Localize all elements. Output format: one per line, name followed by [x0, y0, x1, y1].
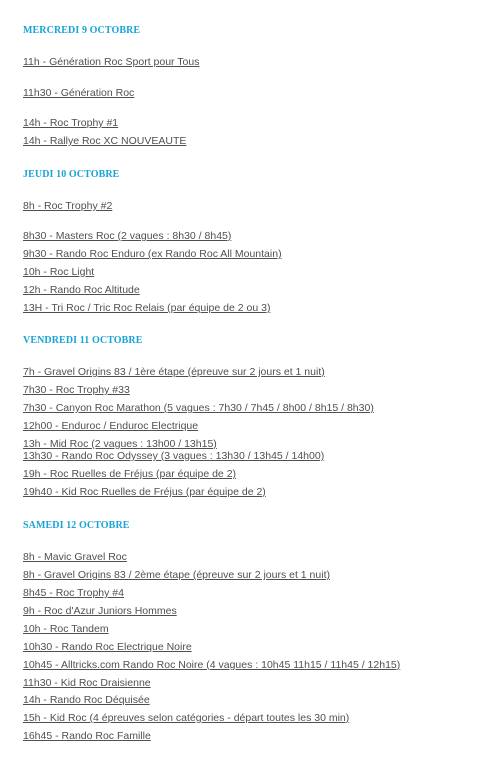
day-heading-saturday: SAMEDI 12 OCTOBRE [23, 520, 130, 531]
event-link[interactable]: 8h45 - Roc Trophy #4 [23, 587, 124, 599]
event-link[interactable]: 10h30 - Rando Roc Electrique Noire [23, 641, 192, 653]
event-link[interactable]: 8h30 - Masters Roc (2 vagues : 8h30 / 8h45) [23, 230, 232, 242]
event-link[interactable]: 8h - Mavic Gravel Roc [23, 551, 127, 563]
event-link[interactable]: 9h - Roc d'Azur Juniors Hommes [23, 605, 177, 617]
event-link[interactable]: 10h45 - Alltricks.com Rando Roc Noire (4 vagues : 10h45 11h15 / 11h45 / 12h15) [23, 659, 401, 671]
event-link[interactable]: 13H - Tri Roc / Tric Roc Relais (par équipe de 2 ou 3) [23, 302, 271, 314]
event-link[interactable]: 8h - Gravel Origins 83 / 2ème étape (épreuve sur 2 jours et 1 nuit) [23, 569, 330, 581]
event-link[interactable]: 15h - Kid Roc (4 épreuves selon catégories - départ toutes les 30 min) [23, 712, 350, 724]
event-link[interactable]: 19h40 - Kid Roc Ruelles de Fréjus (par équipe de 2) [23, 486, 266, 498]
day-heading-thursday: JEUDI 10 OCTOBRE [23, 169, 120, 180]
event-link[interactable]: 14h - Roc Trophy #1 [23, 117, 119, 129]
event-link[interactable]: 7h30 - Roc Trophy #33 [23, 384, 130, 396]
event-link[interactable]: 16h45 - Rando Roc Famille [23, 730, 151, 742]
event-link[interactable]: 8h - Roc Trophy #2 [23, 200, 113, 212]
day-heading-wednesday: MERCREDI 9 OCTOBRE [23, 25, 141, 36]
event-link[interactable]: 11h30 - Génération Roc [23, 87, 135, 99]
event-link[interactable]: 7h30 - Canyon Roc Marathon (5 vagues : 7h30 / 7h45 / 8h00 / 8h15 / 8h30) [23, 402, 374, 414]
event-link[interactable]: 12h - Rando Roc Altitude [23, 284, 140, 296]
event-link[interactable]: 13h30 - Rando Roc Odyssey (3 vagues : 13h30 / 13h45 / 14h00) [23, 450, 325, 462]
event-link[interactable]: 10h - Roc Light [23, 266, 95, 278]
event-link[interactable]: 11h30 - Kid Roc Draisienne [23, 677, 151, 689]
event-link[interactable]: 14h - Rallye Roc XC NOUVEAUTE [23, 135, 187, 147]
event-link[interactable]: 11h - Génération Roc Sport pour Tous [23, 56, 200, 68]
event-link[interactable]: 19h - Roc Ruelles de Fréjus (par équipe de 2) [23, 468, 237, 480]
event-link[interactable]: 14h - Rando Roc Déquisée [23, 694, 150, 706]
day-heading-friday: VENDREDI 11 OCTOBRE [23, 335, 143, 346]
event-link[interactable]: 7h - Gravel Origins 83 / 1ère étape (épreuve sur 2 jours et 1 nuit) [23, 366, 325, 378]
event-link[interactable]: 9h30 - Rando Roc Enduro (ex Rando Roc All Mountain) [23, 248, 282, 260]
event-link[interactable]: 13h - Mid Roc (2 vagues : 13h00 / 13h15) [23, 438, 217, 450]
event-link[interactable]: 12h00 - Enduroc / Enduroc Electrique [23, 420, 199, 432]
event-link[interactable]: 10h - Roc Tandem [23, 623, 109, 635]
